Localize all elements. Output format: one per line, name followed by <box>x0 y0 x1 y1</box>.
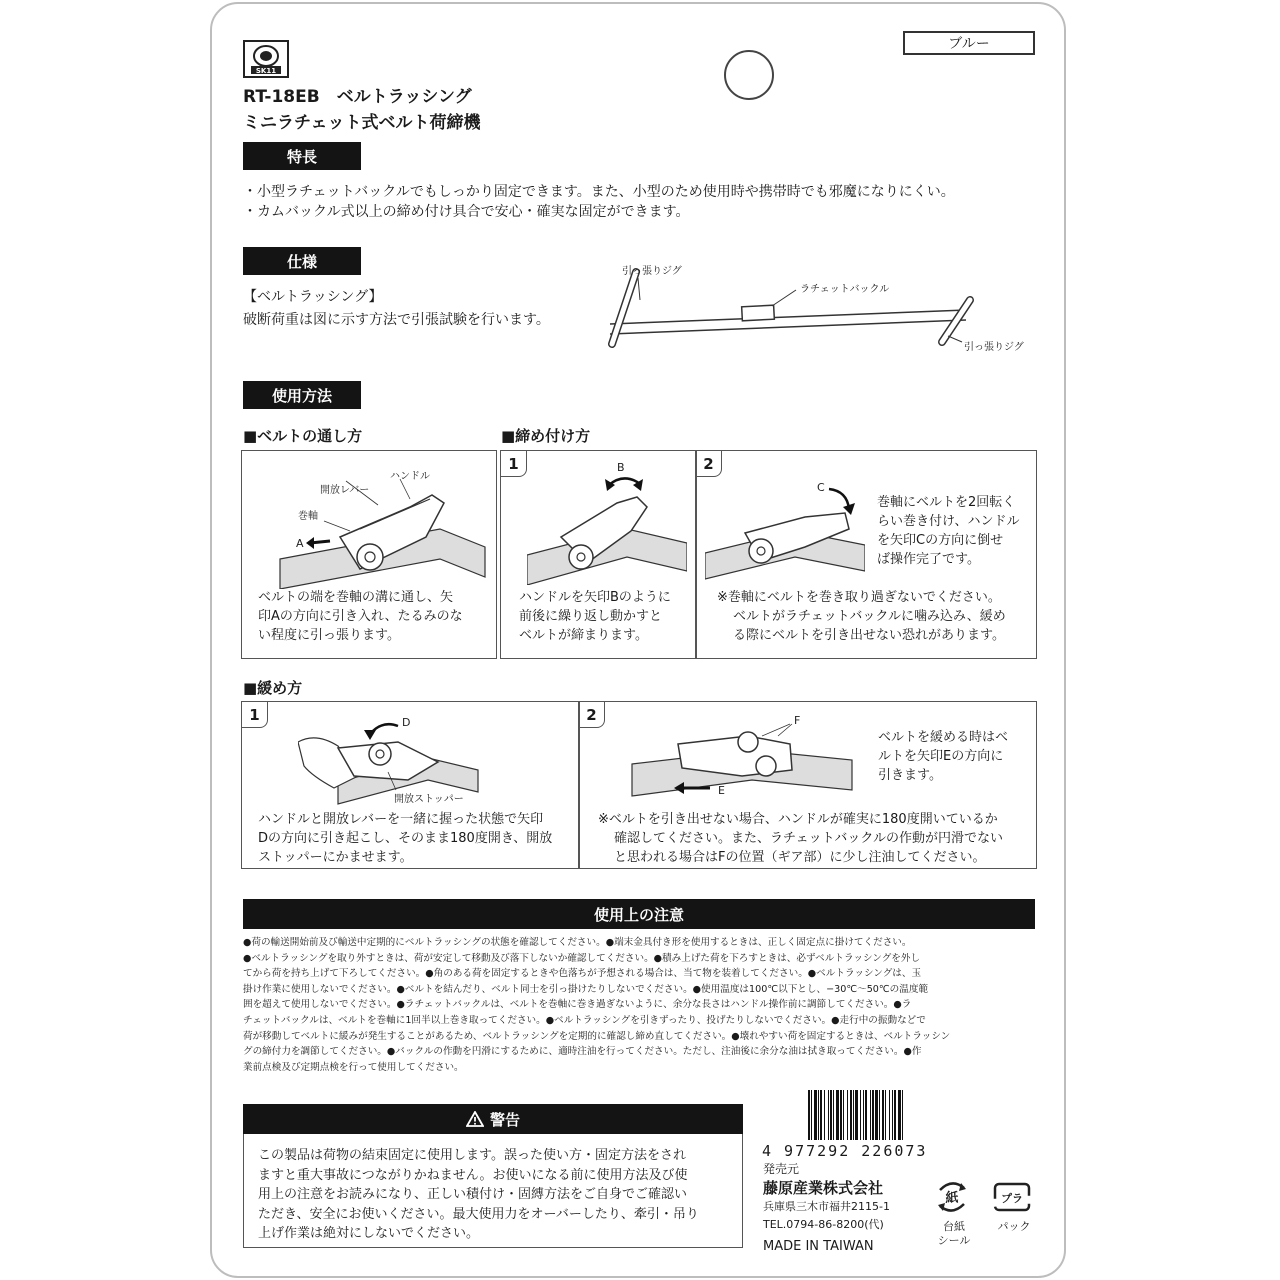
jig-top-label: 引っ張りジグ <box>622 266 682 277</box>
buckle-label: ラチェットバックル <box>800 284 890 295</box>
threading-illustration <box>250 459 490 589</box>
loosening-step2-text <box>878 728 1008 785</box>
loosening-step2-line: ルトを矢印Eの方向に <box>878 749 1004 764</box>
tightening-step1-line: ハンドルを矢印Bのように <box>519 590 671 605</box>
loosening-step1-line: ハンドルと開放レバーを一緒に握った状態で矢印 <box>258 812 544 827</box>
caution-line: 囲を超えて使用しないでください。●ラチェットバックルは、ベルトを巻軸に巻き過ぎないように、余分な長さはハンドル操作前に調節してください。●ラ <box>243 999 912 1011</box>
paper-mark-text: 紙 <box>945 1191 959 1206</box>
made-in-label: MADE IN TAIWAN <box>763 1239 874 1254</box>
tightening-step2-line: らい巻き付け、ハンドル <box>877 514 1020 529</box>
loosening-step2-line: 引きます。 <box>878 768 942 783</box>
caution-line: ●荷の輸送開始前及び輸送中定期的にベルトラッシングの状態を確認してください。●端末金具付き形を使用するときは、正しく固定点に掛けてください。 <box>243 937 912 948</box>
tensile-test-diagram <box>596 262 1041 358</box>
loosening-panel <box>241 701 1037 869</box>
spec-label: 仕様 <box>243 247 361 275</box>
warning-line: 用上の注意をお読みになり、正しい積付け・固縛方法をご自身でご確認い <box>258 1187 688 1202</box>
caution-line: てから荷を持ち上げて下ろしてください。●角のある荷を固定するときや色落ちが予想される場合は、当て物を装着してください。●ベルトラッシングは、玉 <box>243 968 922 980</box>
tightening-note-line: る際にベルトを引き出せない恐れがあります。 <box>733 628 1005 643</box>
warning-line: ただき、安全にお使いください。最大使用力をオーバーしたり、牽引・吊り <box>258 1206 699 1222</box>
threading-text-line: ベルトの端を巻軸の溝に通し、矢 <box>258 590 454 605</box>
threading-text-line: 印Aの方向に引き入れ、たるみのな <box>258 609 463 624</box>
brand-logo-icon <box>246 43 286 75</box>
caution-line: 荷が移動してベルトに緩みが発生することがあるため、ベルトラッシングを定期的に確認し締め直してください。●壊れやすい荷を固定するときは、ベルトラッシン <box>243 1030 951 1042</box>
threading-text-line: い程度に引っ張ります。 <box>258 628 400 643</box>
threading-heading: ■ベルトの通し方 <box>243 427 363 445</box>
product-model-title: RT-18EB ベルトラッシング <box>243 87 472 107</box>
tightening-panel <box>500 450 1037 659</box>
warning-text <box>243 1134 743 1248</box>
warning-line: ますと重大事故につながりかねません。お使いになる前に使用方法及び使 <box>258 1167 688 1183</box>
loosening-step1-number: 1 <box>242 702 268 728</box>
arrow-f-label: F <box>794 714 801 727</box>
sticker-label: シール <box>937 1234 971 1247</box>
loosening-heading: ■緩め方 <box>243 679 303 697</box>
arrow-d-label: D <box>402 716 411 729</box>
tightening-step1-line: ベルトが締まります。 <box>519 628 648 643</box>
warning-line: 上げ作業は絶対にしないでください。 <box>258 1226 480 1241</box>
loosening-step1-line: ストッパーにかませます。 <box>258 850 413 865</box>
company-info <box>763 1160 890 1256</box>
arrow-e-label: E <box>718 784 725 797</box>
loosening-note-line: ※ベルトを引き出せない場合、ハンドルが確実に180度開いているか <box>598 812 998 827</box>
warning-label: 警告 <box>489 1110 520 1129</box>
tightening-step1-line: 前後に繰り返し動かすと <box>519 609 663 624</box>
paper-recycle-icon <box>932 1178 972 1216</box>
feature-item: ・カムバックル式以上の締め付け具合で安心・確実な固定ができます。 <box>243 204 690 220</box>
warning-icon <box>466 1111 484 1127</box>
product-name-title: ミニラチェット式ベルト荷締機 <box>243 113 481 133</box>
caution-text <box>243 935 1038 1075</box>
paper-recycle-mark <box>932 1178 976 1248</box>
tightening-step1-number: 1 <box>501 451 527 477</box>
loosening-step2-illustration <box>622 710 862 810</box>
color-label: ブルー <box>903 31 1035 55</box>
brand-logo <box>243 40 289 78</box>
features-list <box>243 182 1043 222</box>
loosening-step2-line: ベルトを緩める時はベ <box>878 730 1009 745</box>
release-stopper-label: 開放ストッパー <box>394 794 464 805</box>
panel-divider <box>695 451 697 658</box>
plastic-recycle-icon <box>992 1178 1032 1216</box>
features-label: 特長 <box>243 142 361 170</box>
plastic-mark-text: プラ <box>1001 1192 1023 1205</box>
tightening-heading: ■締め付け方 <box>501 427 591 445</box>
jig-bottom-label: 引っ張りジグ <box>964 342 1024 353</box>
arrow-c-label: C <box>817 481 825 494</box>
tightening-step2-illustration <box>705 473 865 583</box>
barcode-number: 4 977292 226073 <box>762 1142 928 1160</box>
caution-line: 業前点検及び定期点検を行って使用してください。 <box>243 1061 464 1073</box>
company-address: 兵庫県三木市福井2115-1 <box>763 1200 890 1213</box>
loosening-step1-text <box>258 810 552 867</box>
tightening-step2-note <box>717 588 1006 645</box>
tightening-step2-line: を矢印Cの方向に倒せ <box>877 533 1004 548</box>
loosening-note-line: 確認してください。また、ラチェットバックルの作動が円滑でない <box>614 831 1003 846</box>
seller-label: 発売元 <box>763 1162 800 1176</box>
warning-line: この製品は荷物の結束固定に使用します。誤った使い方・固定方法をされ <box>258 1148 686 1163</box>
barcode-image <box>806 1090 988 1140</box>
warning-header <box>243 1104 743 1134</box>
tightening-note-line: ベルトがラチェットバックルに噛み込み、緩め <box>733 609 1006 624</box>
tightening-step2-line: ば操作完了です。 <box>877 552 980 567</box>
arrow-a-label: A <box>296 537 304 550</box>
spool-label: 巻軸 <box>298 511 318 522</box>
loosening-step1-line: Dの方向に引き起こし、そのまま180度開き、開放 <box>258 831 553 846</box>
caution-line: ●ベルトラッシングを取り外すときは、荷が安定して移動及び落下しないか確認してください。●積み上げた荷を下ろすときは、必ずベルトラッシングを外し <box>243 952 921 964</box>
spec-line1: 【ベルトラッシング】 <box>243 289 383 305</box>
loosening-note-line: と思われる場合はFの位置（ギア部）に少し注油してください。 <box>614 850 986 865</box>
tightening-step2-text <box>877 493 1019 569</box>
tightening-step1-illustration <box>527 459 687 585</box>
arrow-b-label: B <box>617 461 625 474</box>
company-name: 藤原産業株式会社 <box>763 1179 884 1197</box>
caution-line: 掛け作業に使用しないでください。●ベルトを結んだり、ベルト同士を引っ掛けたりしないでください。●使用温度は100℃以下とし、−30℃〜50℃の温度範 <box>243 983 929 995</box>
plastic-recycle-mark <box>992 1178 1036 1234</box>
loosening-step2-number: 2 <box>579 702 605 728</box>
handle-label: ハンドル <box>390 471 430 482</box>
spec-line2: 破断荷重は図に示す方法で引張試験を行います。 <box>243 312 550 328</box>
caution-label: 使用上の注意 <box>243 899 1035 929</box>
threading-text <box>258 588 463 645</box>
company-tel: TEL.0794-86-8200(代) <box>763 1218 884 1231</box>
threading-panel <box>241 450 497 659</box>
tightening-note-line: ※巻軸にベルトを巻き取り過ぎないでください。 <box>717 590 1001 605</box>
pack-label: パック <box>997 1220 1031 1233</box>
caution-line: グの締付力を調節してください。●バックルの作動を円滑にするために、適時注油を行ってください。ただし、注油後に余分な油は拭き取ってください。●作 <box>243 1046 922 1058</box>
release-lever-label: 開放レバー <box>320 485 370 496</box>
caution-line: チェットバックルは、ベルトを巻軸に1回半以上巻き取ってください。●ベルトラッシングを引きずったり、投げたりしないでください。●走行中の振動などで <box>243 1014 926 1026</box>
paper-label: 台紙 <box>943 1220 965 1233</box>
tightening-step2-number: 2 <box>696 451 722 477</box>
brand-logo-text: SK11 <box>255 67 277 75</box>
feature-item: ・小型ラチェットバックルでもしっかり固定できます。また、小型のため使用時や携帯時でも邪魔になりにくい。 <box>243 184 955 200</box>
usage-label: 使用方法 <box>243 381 361 409</box>
tightening-step1-text <box>519 588 671 645</box>
tightening-step2-line: 巻軸にベルトを2回転く <box>877 495 1016 510</box>
hang-hole <box>724 50 774 100</box>
loosening-step2-note <box>598 810 1003 867</box>
